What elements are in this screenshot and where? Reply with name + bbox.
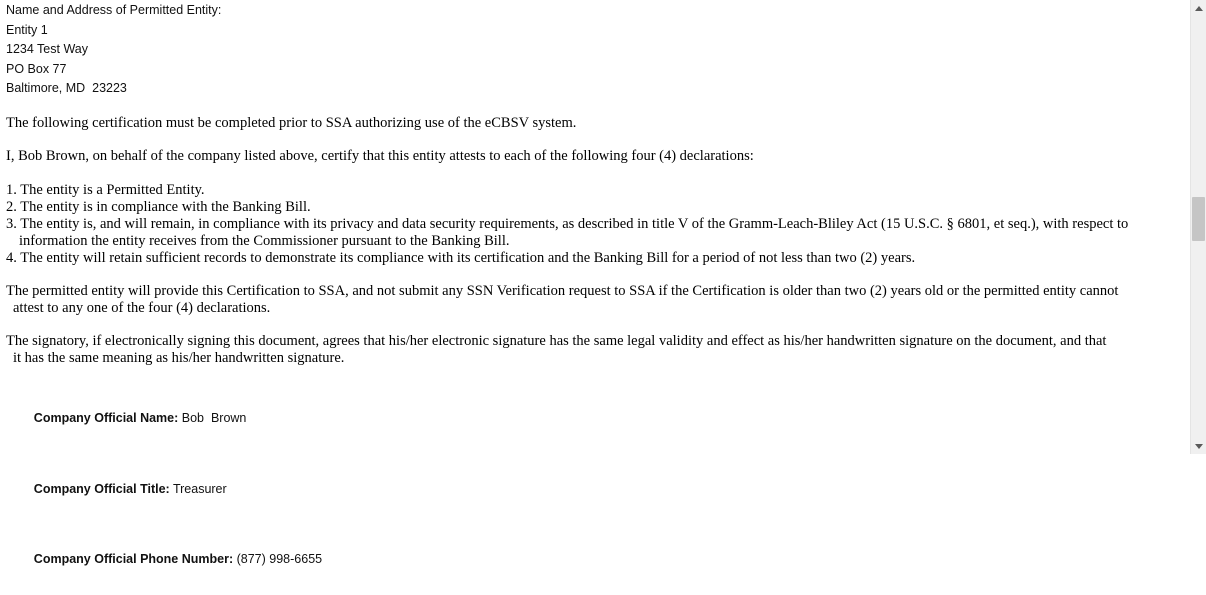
signature-clause-line2: it has the same meaning as his/her handwritten signature. <box>6 350 1190 367</box>
entity-street: 1234 Test Way <box>6 40 1190 60</box>
declaration-item <box>6 216 1190 250</box>
scroll-up-button[interactable] <box>1191 0 1206 16</box>
intro-paragraph: The following certification must be completed prior to SSA authorizing use of the eCBSV system. <box>6 115 1190 132</box>
company-official-phone-label: Company Official Phone Number: <box>34 552 233 566</box>
vertical-scrollbar[interactable] <box>1190 0 1206 454</box>
company-official-name-value: Bob Brown <box>178 411 246 425</box>
entity-city-state-zip: Baltimore, MD 23223 <box>6 79 1190 99</box>
declaration-3-line1: 3. The entity is, and will remain, in compliance with its privacy and data security requirements, as described in title V of the Gramm-Leach-Bliley Act (15 U.S.C. § 6801, et seq.), with respect to <box>6 216 1190 233</box>
company-official-name-label: Company Official Name: <box>34 411 178 425</box>
company-official-title-label: Company Official Title: <box>34 482 170 496</box>
provision-line2: attest to any one of the four (4) declarations. <box>6 300 1190 317</box>
entity-header-block <box>6 0 1190 99</box>
declaration-3-line2: information the entity receives from the Commissioner pursuant to the Banking Bill. <box>6 233 1190 250</box>
declaration-item <box>6 182 1190 199</box>
entity-name: Entity 1 <box>6 21 1190 41</box>
company-official-phone-row <box>6 525 1190 595</box>
scrollbar-thumb[interactable] <box>1192 197 1205 241</box>
chevron-down-icon <box>1195 444 1203 449</box>
chevron-up-icon <box>1195 6 1203 11</box>
declarations-list <box>6 182 1190 267</box>
declaration-4-line1: 4. The entity will retain sufficient records to demonstrate its compliance with its certification and the Banking Bill for a period of not less than two (2) years. <box>6 250 1190 267</box>
declaration-2-line1: 2. The entity is in compliance with the Banking Bill. <box>6 199 1190 216</box>
provision-paragraph <box>6 283 1190 317</box>
company-official-title-row <box>6 454 1190 525</box>
provision-line1: The permitted entity will provide this Certification to SSA, and not submit any SSN Verification request to SSA if the Certification is older than two (2) years old or the permitted entity cannot <box>6 283 1190 300</box>
signature-clause-line1: The signatory, if electronically signing this document, agrees that his/her electronic signature has the same legal validity and effect as his/her handwritten signature on the document, and that <box>6 333 1190 350</box>
entity-header-label: Name and Address of Permitted Entity: <box>6 1 1190 21</box>
attestation-paragraph: I, Bob Brown, on behalf of the company listed above, certify that this entity attests to each of the following four (4) declarations: <box>6 148 1190 165</box>
entity-po-box: PO Box 77 <box>6 60 1190 80</box>
scroll-down-button[interactable] <box>1191 438 1206 454</box>
company-official-title-value: Treasurer <box>170 482 227 496</box>
company-official-phone-value: (877) 998-6655 <box>233 552 322 566</box>
company-official-name-row <box>6 384 1190 455</box>
official-fields <box>6 384 1190 595</box>
declaration-item <box>6 199 1190 216</box>
signature-clause-paragraph <box>6 333 1190 367</box>
declaration-1-line1: 1. The entity is a Permitted Entity. <box>6 182 1190 199</box>
declaration-item <box>6 250 1190 267</box>
